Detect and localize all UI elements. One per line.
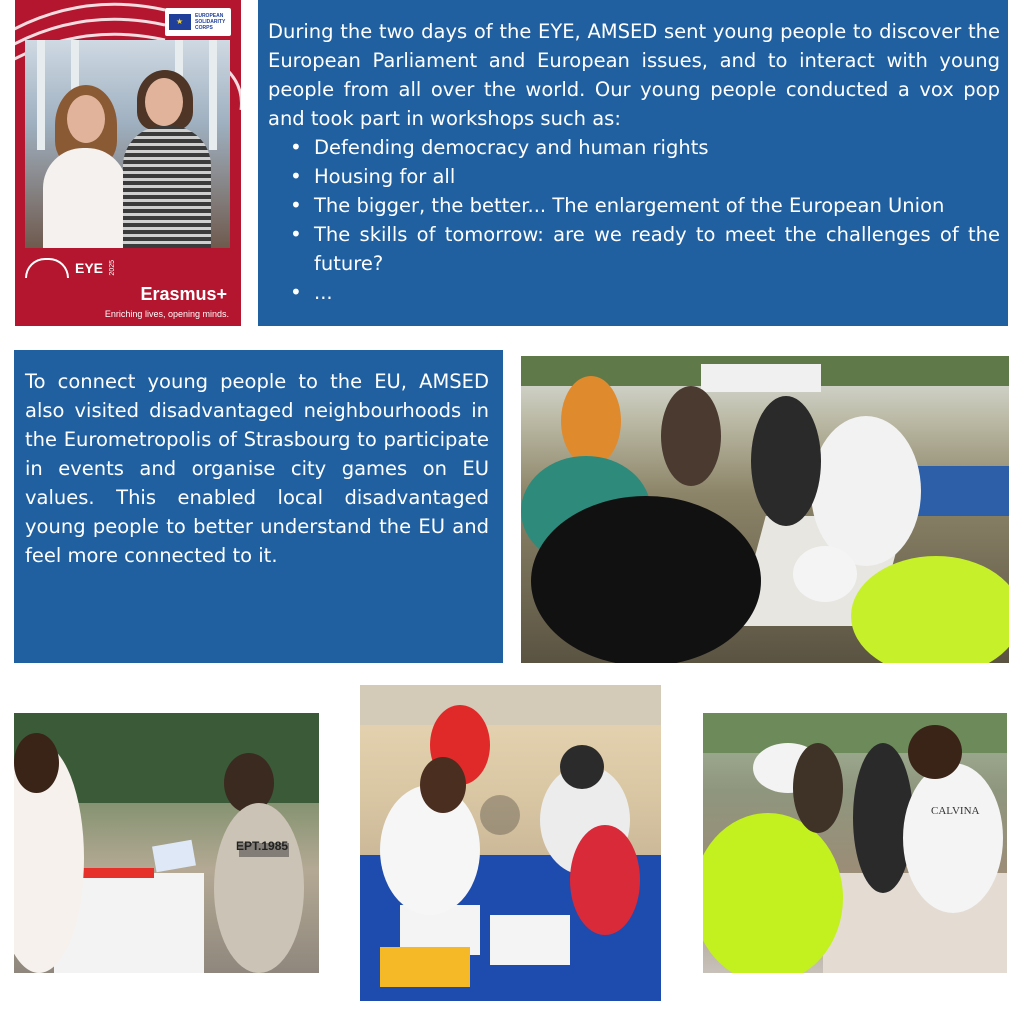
eye-year: 2025: [109, 260, 117, 276]
workshop-list-item: • ...: [283, 278, 1000, 307]
badge-text: EUROPEAN SOLIDARITY CORPS: [195, 13, 226, 31]
european-parliament-logo-icon: [25, 258, 69, 278]
eye-logo: [25, 258, 116, 278]
neighbourhoods-text-box: [14, 350, 503, 663]
group-activity-photo: [703, 713, 1007, 973]
flyer-handout-photo: [14, 713, 319, 973]
workshop-list-item: • Housing for all: [283, 162, 1000, 191]
tshirt-print: EPT.1985: [236, 839, 289, 853]
workshop-list-item: • The bigger, the better... The enlargement of the European Union: [283, 191, 1000, 220]
eye-poster-photo: [15, 0, 241, 326]
shirt-brand-print: CALVINA: [931, 805, 980, 817]
erasmus-tagline: Enriching lives, opening minds.: [104, 309, 229, 319]
eye-workshops-text-box: [258, 0, 1008, 326]
workshop-list: [283, 133, 1000, 307]
children-drawing-workshop-photo: [360, 685, 661, 1001]
eu-flag-icon: [169, 14, 191, 30]
workshop-list-item: • The skills of tomorrow: are we ready to meet the challenges of the future?: [283, 220, 1000, 278]
european-solidarity-corps-badge: [165, 8, 231, 36]
erasmus-plus-logo-text: Erasmus+: [140, 284, 227, 304]
eye-intro-paragraph: During the two days of the EYE, AMSED sent young people to discover the European Parliament and European issues, and to interact with young people from all over the world. Our young people conducted a vox pop and took part in workshops such as:: [268, 20, 1000, 130]
workshop-list-item: • Defending democracy and human rights: [283, 133, 1000, 162]
neighbourhoods-paragraph: To connect young people to the EU, AMSED also visited disadvantaged neighbourhoods in the Eurometropolis of Strasbourg to participate in events and organise city games on EU values. This enabled local disadvantaged young people to better understand the EU and feel more connected to it.: [25, 370, 489, 567]
eye-label: EYE: [75, 260, 104, 276]
youth-table-activity-photo: [521, 356, 1009, 663]
two-young-women-photo: [25, 40, 230, 248]
